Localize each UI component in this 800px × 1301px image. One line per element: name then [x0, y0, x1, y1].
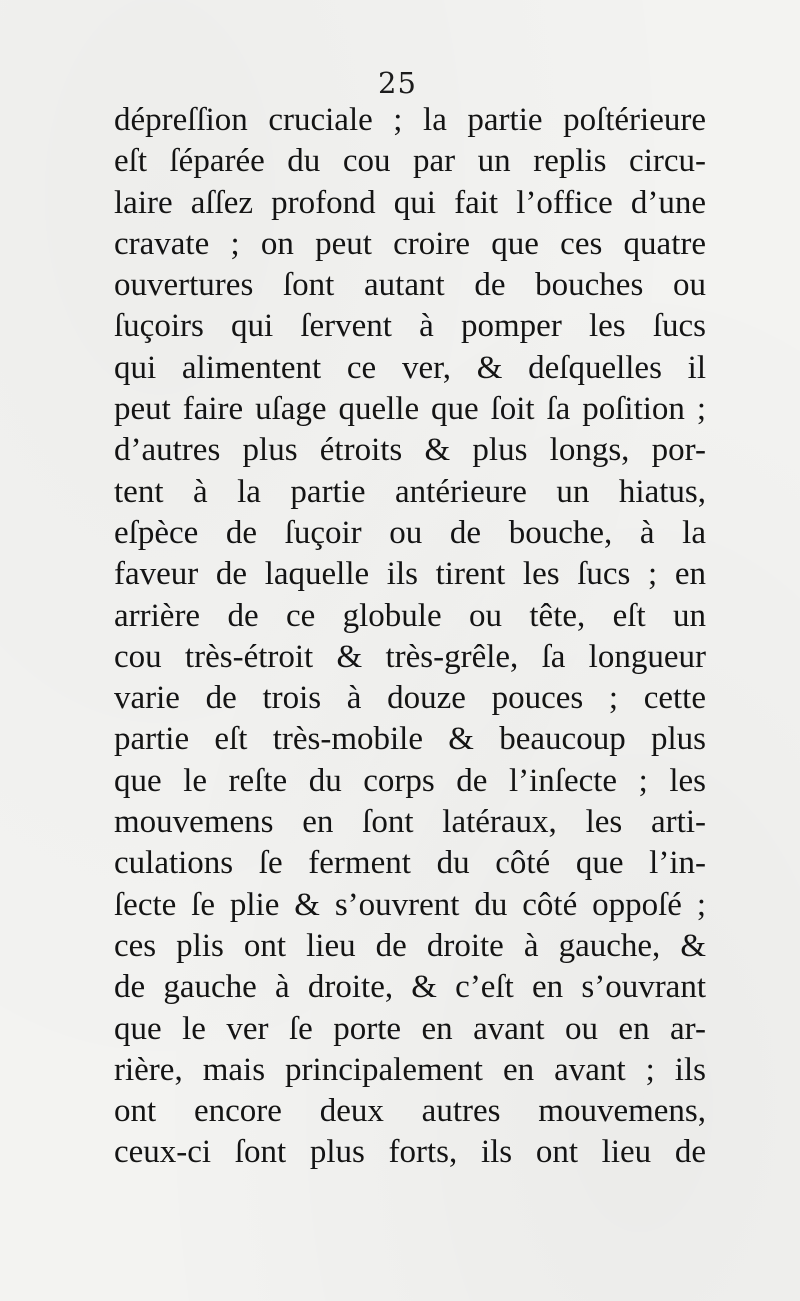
text-line: que le reſte du corps de l’inſecte ; les: [114, 762, 706, 799]
text-line: d’autres plus étroits & plus longs, por-: [114, 432, 706, 469]
page-body-text: [114, 100, 706, 1174]
text-line: cou très-étroit & très-grêle, ſa longueur: [114, 638, 706, 675]
text-line: ont encore deux autres mouvemens,: [114, 1093, 706, 1130]
text-line: que le ver ſe porte en avant ou en ar-: [114, 1010, 706, 1047]
text-line: de gauche à droite, & c’eſt en s’ouvrant: [114, 969, 706, 1006]
text-line: arrière de ce globule ou tête, eſt un: [114, 597, 706, 634]
text-line: ſuçoirs qui ſervent à pomper les ſucs: [114, 308, 706, 345]
text-line: tent à la partie antérieure un hiatus,: [114, 473, 706, 510]
text-line: qui alimentent ce ver, & deſquelles il: [114, 349, 706, 386]
text-line: ſecte ſe plie & s’ouvrent du côté oppoſé ;: [114, 886, 706, 923]
text-line: mouvemens en ſont latéraux, les arti-: [114, 804, 706, 841]
text-line: varie de trois à douze pouces ; cette: [114, 680, 706, 717]
text-line: dépreſſion cruciale ; la partie poſtérieure: [114, 102, 706, 138]
text-line: cravate ; on peut croire que ces quatre: [114, 225, 706, 262]
text-line: eſpèce de ſuçoir ou de bouche, à la: [114, 514, 706, 551]
text-line: peut faire uſage quelle que ſoit ſa poſition ;: [114, 391, 706, 428]
text-line: rière, mais principalement en avant ; ils: [114, 1051, 706, 1088]
text-line: ces plis ont lieu de droite à gauche, &: [114, 927, 706, 964]
text-line: partie eſt très-mobile & beaucoup plus: [114, 721, 706, 758]
text-line: eſt ſéparée du cou par un replis circu-: [114, 143, 706, 180]
text-line: ouvertures ſont autant de bouches ou: [114, 267, 706, 304]
text-line: faveur de laquelle ils tirent les ſucs ; en: [114, 556, 706, 593]
page-number: 25: [378, 66, 417, 100]
text-line: ceux-ci ſont plus forts, ils ont lieu de: [114, 1134, 706, 1171]
text-line: culations ſe ferment du côté que l’in-: [114, 845, 706, 882]
text-line: laire aſſez profond qui fait l’office d’une: [114, 184, 706, 221]
